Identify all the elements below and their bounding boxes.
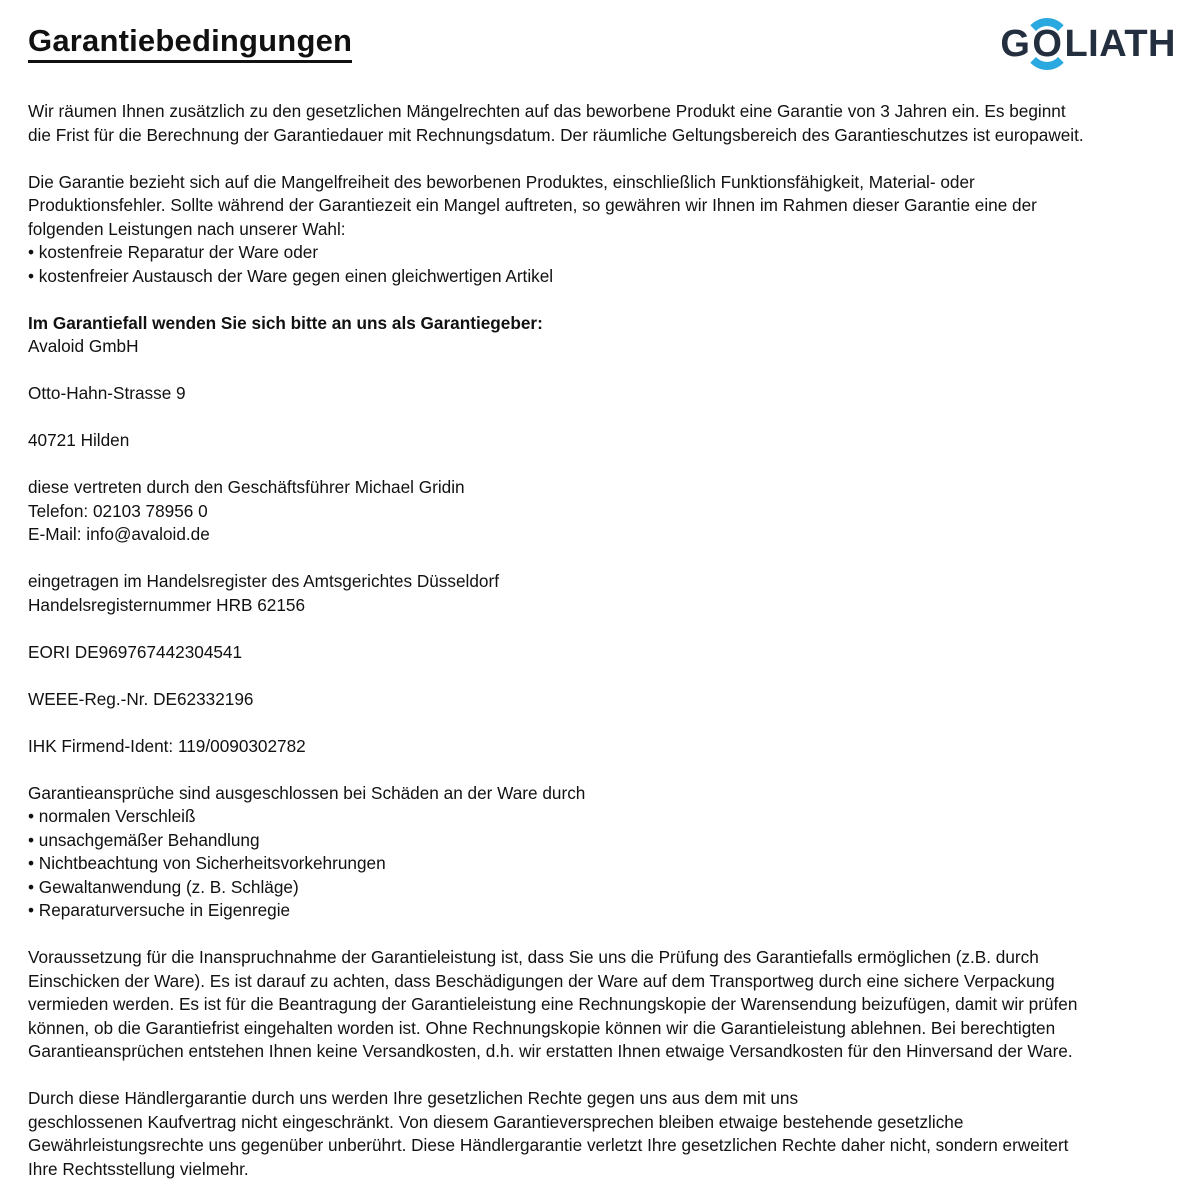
blank-line bbox=[28, 147, 1172, 171]
text-line: Avaloid GmbH bbox=[28, 336, 139, 357]
text-line: Einschicken der Ware). Es ist darauf zu achten, dass Beschädigungen der Ware auf dem Transportweg durch eine sichere Verpackung bbox=[28, 970, 1055, 991]
logo-o-with-arcs bbox=[1030, 25, 1064, 63]
document-lines bbox=[28, 100, 1172, 1181]
page-title-text: Garantiebedingungen bbox=[28, 24, 352, 63]
text-line: Wir räumen Ihnen zusätzlich zu den gesetzlichen Mängelrechten auf das beworbene Produkt eine Garantie von 3 Jahren ein. Es beginnt bbox=[28, 101, 1066, 122]
blank-line bbox=[28, 664, 1172, 688]
text-line: die Frist für die Berechnung der Garantiedauer mit Rechnungsdatum. Der räumliche Geltungsbereich des Garantieschutzes ist europaweit. bbox=[28, 124, 1084, 145]
blank-line bbox=[28, 288, 1172, 312]
blank-line bbox=[28, 547, 1172, 571]
text-line: • unsachgemäßer Behandlung bbox=[28, 829, 260, 850]
blank-line bbox=[28, 711, 1172, 735]
text-line: können, ob die Garantiefrist eingehalten worden ist. Ohne Rechnungskopie können wir die Garantieleistung ablehnen. Bei berechtigten bbox=[28, 1017, 1056, 1038]
text-line: Ihre Rechtsstellung vielmehr. bbox=[28, 1158, 249, 1179]
text-line: • kostenfreier Austausch der Ware gegen einen gleichwertigen Artikel bbox=[28, 265, 554, 286]
text-line: Im Garantiefall wenden Sie sich bitte an uns als Garantiegeber: bbox=[28, 312, 543, 333]
goliath-logo bbox=[1000, 16, 1176, 72]
text-line: diese vertreten durch den Geschäftsführer Michael Gridin bbox=[28, 477, 465, 498]
blank-line bbox=[28, 406, 1172, 430]
text-line: IHK Firmend-Ident: 119/0090302782 bbox=[28, 735, 306, 756]
logo-letter-o: O bbox=[1032, 23, 1063, 65]
blank-line bbox=[28, 617, 1172, 641]
text-line: • kostenfreie Reparatur der Ware oder bbox=[28, 242, 319, 263]
blank-line bbox=[28, 923, 1172, 947]
text-line: Garantieansprüche sind ausgeschlossen bei Schäden an der Ware durch bbox=[28, 782, 586, 803]
text-line: geschlossenen Kaufvertrag nicht eingeschränkt. Von diesem Garantieversprechen bleiben etwaige bestehende gesetzliche bbox=[28, 1111, 964, 1132]
text-line: Die Garantie bezieht sich auf die Mangelfreiheit des beworbenen Produktes, einschließlich Funktionsfähigkeit, Material- oder bbox=[28, 171, 975, 192]
text-line: Otto-Hahn-Strasse 9 bbox=[28, 383, 186, 404]
text-line: • Nichtbeachtung von Sicherheitsvorkehrungen bbox=[28, 853, 386, 874]
text-line: Garantieansprüchen entstehen Ihnen keine Versandkosten, d.h. wir erstatten Ihnen etwaige Versandkosten für den Hinversand der Ware. bbox=[28, 1041, 1073, 1062]
text-line: E-Mail: info@avaloid.de bbox=[28, 524, 210, 545]
text-line: • normalen Verschleiß bbox=[28, 806, 196, 827]
text-line: 40721 Hilden bbox=[28, 430, 130, 451]
logo-letters-liath: LIATH bbox=[1064, 23, 1176, 65]
text-line: folgenden Leistungen nach unserer Wahl: bbox=[28, 218, 346, 239]
text-line: • Reparaturversuche in Eigenregie bbox=[28, 900, 291, 921]
blank-line bbox=[28, 359, 1172, 383]
text-line: Produktionsfehler. Sollte während der Garantiezeit ein Mangel auftreten, so gewähren wir Ihnen im Rahmen dieser Garantie eine der bbox=[28, 195, 1037, 216]
text-line: Handelsregisternummer HRB 62156 bbox=[28, 594, 306, 615]
text-line: Durch diese Händlergarantie durch uns werden Ihre gesetzlichen Rechte gegen uns aus dem mit uns bbox=[28, 1088, 799, 1109]
text-line: eingetragen im Handelsregister des Amtsgerichtes Düsseldorf bbox=[28, 571, 499, 592]
text-line: • Gewaltanwendung (z. B. Schläge) bbox=[28, 876, 299, 897]
text-line: Voraussetzung für die Inanspruchnahme der Garantieleistung ist, dass Sie uns die Prüfung des Garantiefalls ermöglichen (z.B. durch bbox=[28, 947, 1039, 968]
text-line: Telefon: 02103 78956 0 bbox=[28, 500, 208, 521]
text-line: Gewährleistungsrechte uns gegenüber unberührt. Diese Händlergarantie verletzt Ihre gesetzlichen Rechte daher nicht, sondern erweitert bbox=[28, 1135, 1069, 1156]
blank-line bbox=[28, 1064, 1172, 1088]
logo-letter-g: G bbox=[1000, 23, 1031, 65]
text-line: WEEE-Reg.-Nr. DE62332196 bbox=[28, 688, 254, 709]
blank-line bbox=[28, 758, 1172, 782]
text-line: vermieden werden. Es ist für die Beantragung der Garantieleistung eine Rechnungskopie der Warensendung beizufügen, damit wir prüfen bbox=[28, 994, 1078, 1015]
text-line: EORI DE969767442304541 bbox=[28, 641, 243, 662]
blank-line bbox=[28, 453, 1172, 477]
